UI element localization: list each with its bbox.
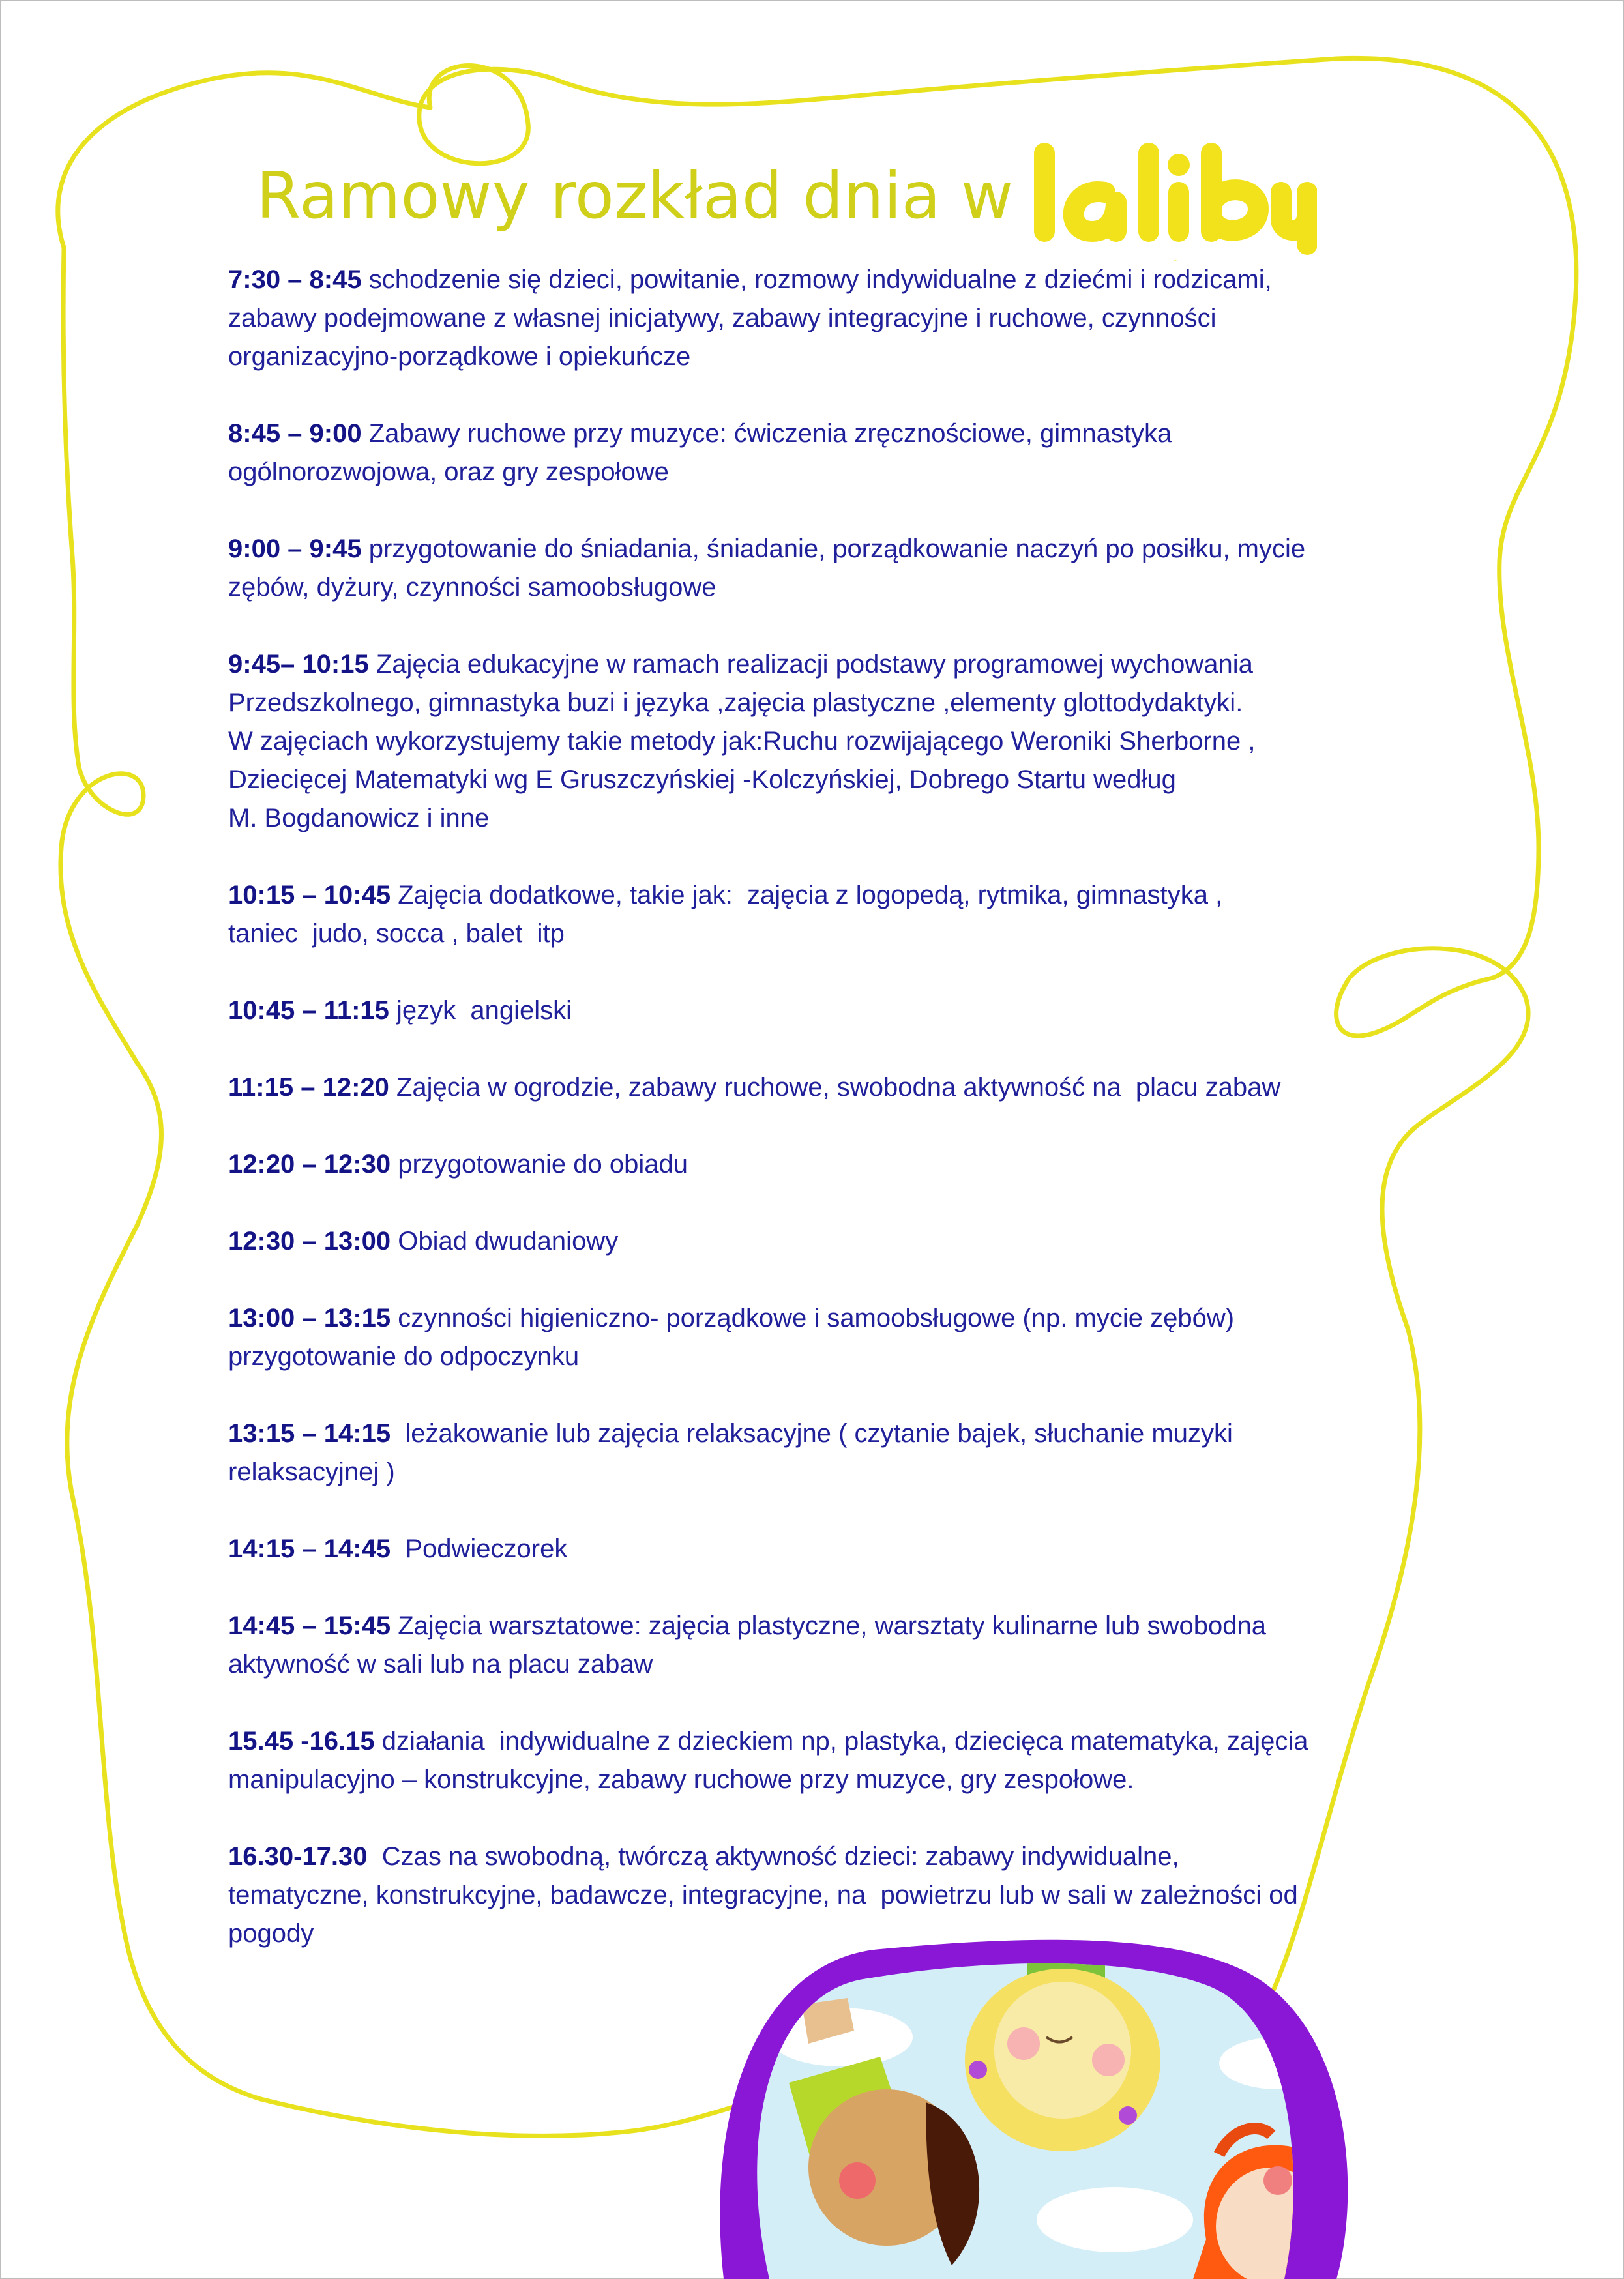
schedule-activity: Obiad dwudaniowy [391,1227,619,1256]
schedule-entry [228,645,1395,838]
schedule-time: 15.45 -16.15 [228,1727,375,1756]
schedule-time: 14:15 – 14:45 [228,1535,391,1563]
schedule-activity: Zajęcia dodatkowe, takie jak: zajęcia z logopedą, rytmika, gimnastyka , taniec judo, socca , balet itp [228,881,1223,948]
schedule-entry [228,1222,1395,1261]
children-illustration [711,1939,1363,2279]
schedule-time: 12:20 – 12:30 [228,1150,391,1179]
lalibu-logo [1030,134,1317,264]
schedule-time: 9:45– 10:15 [228,650,369,679]
schedule-time: 8:45 – 9:00 [228,419,362,448]
schedule-entry [228,1415,1395,1492]
schedule-activity: Zajęcia edukacyjne w ramach realizacji podstawy programowej wychowania Przedszkolnego, gimnastyka buzi i języka ,zajęcia plastyczne ,elementy glottodydaktyki. W zajęciach wykorzystujemy takie metody jak:Ruchu rozwijającego Weroniki Sherborne , Dziecięcej Matematyki wg E Gruszczyńskiej -Kolczyńskiej, Dobrego Startu według M. Bogdanowicz i inne [228,650,1256,832]
schedule-entry [228,876,1395,953]
schedule-activity: leżakowanie lub zajęcia relaksacyjne ( czytanie bajek, słuchanie muzyki relaksacyjnej ) [228,1419,1233,1486]
schedule-activity: czynności higieniczno- porządkowe i samoobsługowe (np. mycie zębów) przygotowanie do odpoczynku [228,1304,1235,1371]
schedule-entry [228,1068,1395,1107]
schedule-activity: schodzenie się dzieci, powitanie, rozmowy indywidualne z dziećmi i rodzicami, zabawy podejmowane z własnej inicjatywy, zabawy integracyjne i ruchowe, czynności organizacyjno-porządkowe i opiekuńcze [228,265,1272,371]
schedule-entry [228,1145,1395,1184]
schedule-activity: język angielski [389,996,572,1025]
schedule-entry [228,1530,1395,1568]
schedule-entry [228,1838,1395,1953]
schedule-time: 14:45 – 15:45 [228,1611,391,1640]
schedule-entry [228,1722,1395,1799]
page-title: Ramowy rozkład dnia w [256,159,1014,233]
schedule-activity: Zajęcia warsztatowe: zajęcia plastyczne, warsztaty kulinarne lub swobodna aktywność w sali lub na placu zabaw [228,1611,1266,1679]
schedule-activity: Podwieczorek [391,1535,568,1563]
schedule-entry [228,261,1395,376]
daily-schedule [228,261,1395,1992]
schedule-time: 13:00 – 13:15 [228,1304,391,1332]
schedule-time: 9:00 – 9:45 [228,535,362,563]
schedule-activity: przygotowanie do śniadania, śniadanie, porządkowanie naczyń po posiłku, mycie zębów, dyżury, czynności samoobsługowe [228,535,1306,602]
schedule-entry [228,1299,1395,1376]
schedule-activity: przygotowanie do obiadu [391,1150,688,1179]
schedule-entry [228,530,1395,607]
schedule-activity: Zajęcia w ogrodzie, zabawy ruchowe, swobodna aktywność na placu zabaw [389,1073,1281,1102]
schedule-entry [228,1607,1395,1684]
schedule-time: 11:15 – 12:20 [228,1073,389,1102]
schedule-time: 7:30 – 8:45 [228,265,362,294]
schedule-time: 16.30-17.30 [228,1842,368,1871]
schedule-time: 10:45 – 11:15 [228,996,389,1025]
schedule-time: 10:15 – 10:45 [228,881,391,909]
schedule-activity: działania indywidualne z dzieckiem np, plastyka, dziecięca matematyka, zajęcia manipulacyjno – konstrukcyjne, zabawy ruchowe przy muzyce, gry zespołowe. [228,1727,1308,1794]
schedule-activity: Zabawy ruchowe przy muzyce: ćwiczenia zręcznościowe, gimnastyka ogólnorozwojowa, oraz gry zespołowe [228,419,1172,486]
schedule-activity: Czas na swobodną, twórczą aktywność dzieci: zabawy indywidualne, tematyczne, konstrukcyjne, badawcze, integracyjne, na powietrzu lub w sali w zależności od pogody [228,1842,1298,1948]
schedule-entry [228,992,1395,1030]
logo-text: lalibu [1174,260,1177,261]
schedule-time: 13:15 – 14:15 [228,1419,391,1448]
schedule-entry [228,415,1395,492]
schedule-time: 12:30 – 13:00 [228,1227,391,1256]
